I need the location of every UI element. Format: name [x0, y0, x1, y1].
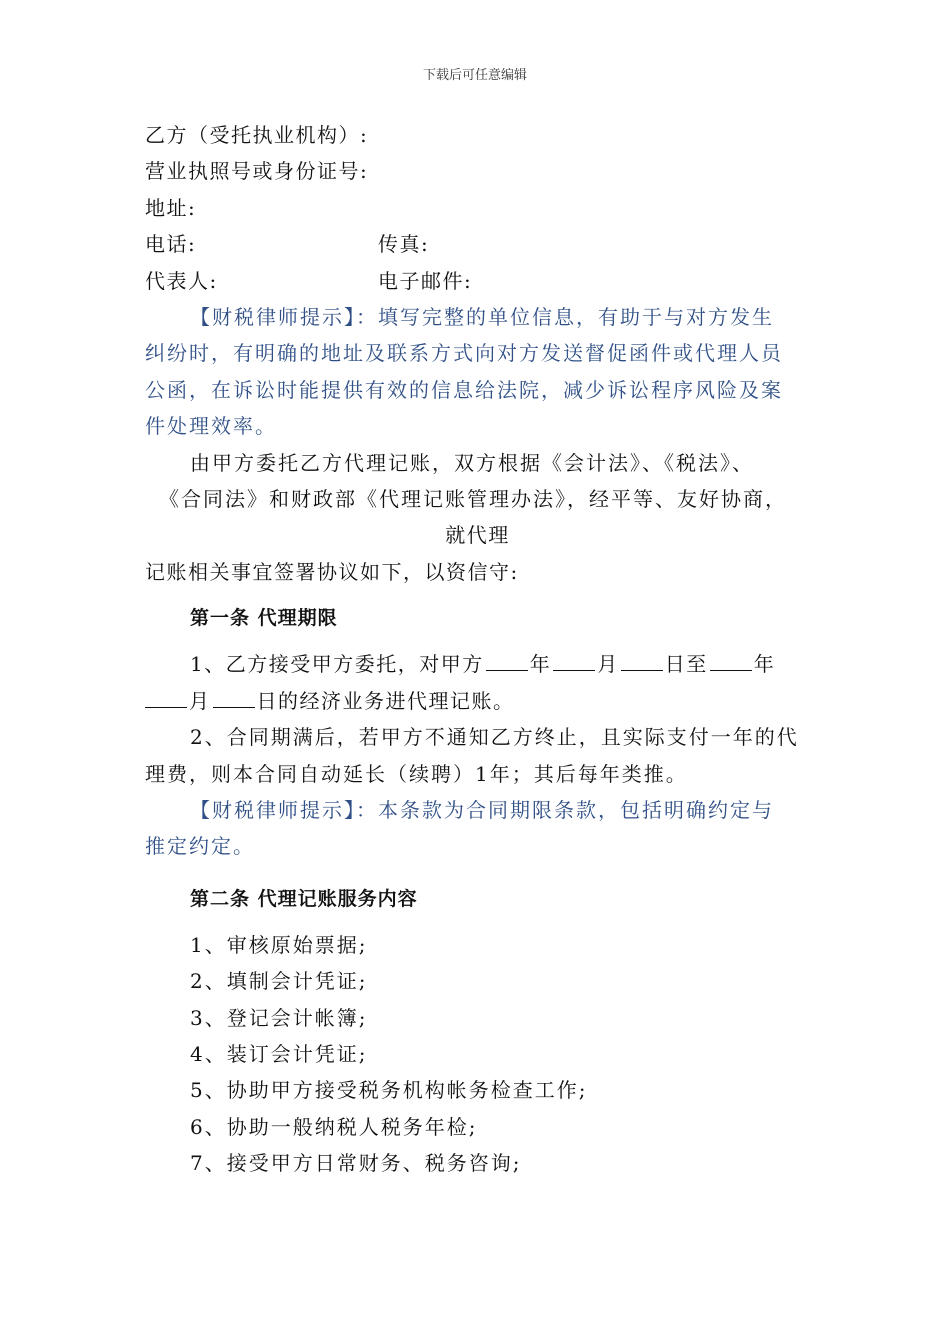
representative-label: 代表人: — [145, 268, 218, 293]
tip1-line3: 公函，在诉讼时能提供有效的信息给法院，减少诉讼程序风险及案 — [145, 377, 783, 402]
list-item: 3、登记会计帐簿; — [190, 1005, 368, 1030]
email-label: 电子邮件: — [378, 268, 473, 293]
blank-day-end — [213, 689, 255, 708]
tip1-line2: 纠纷时，有明确的地址及联系方式向对方发送督促函件或代理人员 — [145, 341, 783, 366]
day-to-label: 日至 — [664, 652, 708, 677]
list-item: 4、装订会计凭证; — [190, 1041, 368, 1066]
blank-month-end — [145, 689, 187, 708]
list-item: 6、协助一般纳税人税务年检; — [190, 1114, 478, 1139]
party-b-address-label: 地址: — [145, 195, 197, 220]
tip1-line4: 件处理效率。 — [145, 414, 277, 439]
article2-title: 第二条 代理记账服务内容 — [190, 887, 418, 910]
tip1-text1: ：填写完整的单位信息，有助于与对方发生 — [356, 305, 774, 330]
intro-line3: 就代理 — [445, 523, 510, 548]
intro-line4: 记账相关事宜签署协议如下，以资信守: — [145, 559, 519, 584]
intro-line1: 由甲方委托乙方代理记账，双方根据《会计法》、《税法》、 — [190, 450, 754, 475]
article1-item1-end: 日的经济业务进代理记账。 — [256, 688, 515, 713]
phone-label: 电话: — [145, 232, 197, 257]
article1-title: 第一条 代理期限 — [190, 607, 338, 630]
tip2-prefix: 【财税律师提示】 — [190, 797, 356, 822]
tip-box-1 — [145, 299, 810, 445]
fax-label: 传真: — [378, 232, 430, 257]
blank-year-end — [710, 652, 752, 671]
phone-fax-row — [145, 226, 810, 262]
blank-year-start — [486, 652, 528, 671]
intro-line2: 《合同法》和财政部《代理记账管理办法》，经平等、友好协商， — [159, 487, 787, 512]
list-item: 1、审核原始票据; — [190, 932, 368, 957]
article1-item2-line2: 理费，则本合同自动延长（续聘）1年；其后每年类推。 — [145, 761, 688, 786]
document-body — [145, 117, 810, 1182]
page-header-note: 下载后可任意编辑 — [422, 68, 527, 83]
tip2-text1: ：本条款为合同期限条款，包括明确约定与 — [356, 797, 774, 822]
blank-month-start — [553, 652, 595, 671]
year-label-2: 年 — [753, 652, 776, 677]
tip-box-2 — [145, 792, 810, 865]
article2-list — [145, 927, 810, 1182]
article1-item2-line1: 2、合同期满后，若甲方不通知乙方终止，且实际支付一年的代 — [190, 725, 799, 750]
party-b-org-label: 乙方（受托执业机构）: — [145, 123, 369, 147]
tip2-line2: 推定约定。 — [145, 834, 255, 859]
tip1-line1 — [145, 299, 810, 335]
article1-item1-line2 — [145, 683, 810, 719]
tip1-prefix: 【财税律师提示】 — [190, 305, 356, 330]
article1-item1-line1 — [145, 646, 810, 682]
list-item: 5、协助甲方接受税务机构帐务检查工作; — [190, 1078, 588, 1103]
list-item: 2、填制会计凭证; — [190, 969, 368, 994]
representative-email-row — [145, 263, 810, 299]
month-label-2: 月 — [189, 688, 211, 713]
article1-item1-text: 1、乙方接受甲方委托，对甲方 — [190, 652, 484, 677]
year-label-1: 年 — [529, 652, 552, 677]
tip2-line1 — [145, 792, 810, 828]
blank-day-start — [621, 652, 663, 671]
party-b-license-label: 营业执照号或身份证号: — [145, 159, 369, 184]
month-label-1: 月 — [597, 652, 619, 677]
list-item: 7、接受甲方日常财务、税务咨询; — [190, 1151, 522, 1176]
